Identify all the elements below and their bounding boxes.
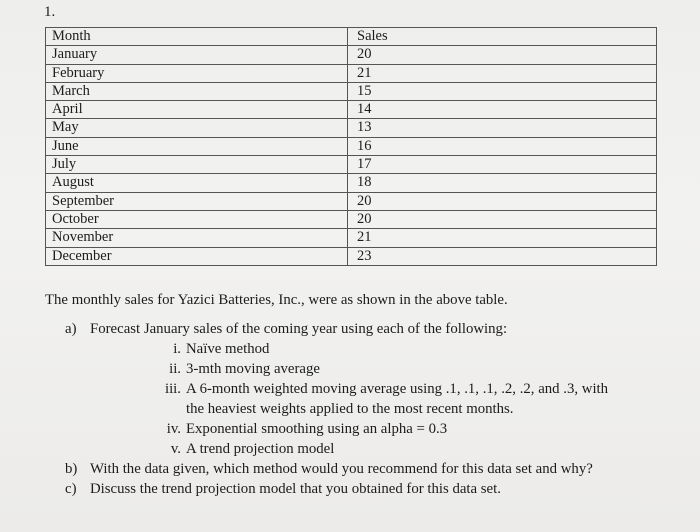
- part-a-item: [45, 379, 685, 399]
- table-row: [46, 137, 657, 155]
- month-cell: July: [46, 156, 348, 174]
- item-label: v.: [170, 441, 181, 457]
- table-row: [46, 101, 657, 119]
- table-row: [46, 174, 657, 192]
- header-month: Month: [46, 28, 348, 46]
- item-continuation: the heaviest weights applied to the most recent months.: [186, 401, 514, 417]
- sales-cell: 18: [348, 174, 657, 192]
- sales-cell: 23: [348, 247, 657, 265]
- part-b-text: With the data given, which method would you recommend for this data set and why?: [90, 461, 593, 477]
- sales-cell: 20: [348, 210, 657, 228]
- sales-cell: 13: [348, 119, 657, 137]
- month-cell: October: [46, 210, 348, 228]
- part-a-item: [45, 419, 685, 439]
- month-cell: February: [46, 64, 348, 82]
- table-row: [46, 46, 657, 64]
- sales-cell: 15: [348, 82, 657, 100]
- item-label: iii.: [164, 381, 181, 397]
- sales-cell: 14: [348, 101, 657, 119]
- part-a-item: [45, 339, 685, 359]
- item-label: i.: [173, 341, 181, 357]
- month-cell: September: [46, 192, 348, 210]
- month-cell: August: [46, 174, 348, 192]
- part-b-label: b): [65, 461, 78, 477]
- sales-cell: 21: [348, 229, 657, 247]
- part-c-label: c): [65, 481, 77, 497]
- item-label: iv.: [166, 421, 181, 437]
- table-row: [46, 119, 657, 137]
- part-a-label: a): [65, 321, 77, 337]
- table-header-row: [46, 28, 657, 46]
- month-cell: March: [46, 82, 348, 100]
- item-text: Naïve method: [186, 341, 270, 357]
- sales-cell: 17: [348, 156, 657, 174]
- part-b: [45, 459, 685, 479]
- question-number: 1.: [44, 4, 56, 20]
- part-a: [45, 319, 685, 339]
- sales-cell: 21: [348, 64, 657, 82]
- table-row: [46, 192, 657, 210]
- part-a-text: Forecast January sales of the coming year using each of the following:: [90, 321, 508, 337]
- table-row: [46, 64, 657, 82]
- sales-table: [45, 27, 657, 266]
- problem-intro: The monthly sales for Yazici Batteries, Inc., were as shown in the above table.: [45, 292, 508, 308]
- table-row: [46, 156, 657, 174]
- month-cell: January: [46, 46, 348, 64]
- item-label: ii.: [169, 361, 181, 377]
- header-sales: Sales: [348, 28, 657, 46]
- month-cell: May: [46, 119, 348, 137]
- sales-cell: 16: [348, 137, 657, 155]
- table-row: [46, 247, 657, 265]
- table-row: [46, 82, 657, 100]
- part-a-item: [45, 359, 685, 379]
- table-row: [46, 229, 657, 247]
- table-row: [46, 210, 657, 228]
- problem-text: [45, 292, 685, 499]
- part-c: [45, 479, 685, 499]
- month-cell: April: [46, 101, 348, 119]
- sales-cell: 20: [348, 192, 657, 210]
- month-cell: June: [46, 137, 348, 155]
- sales-cell: 20: [348, 46, 657, 64]
- month-cell: November: [46, 229, 348, 247]
- item-text: A trend projection model: [186, 441, 335, 457]
- item-text: Exponential smoothing using an alpha = 0.3: [186, 421, 448, 437]
- month-cell: December: [46, 247, 348, 265]
- part-a-item: [45, 439, 685, 459]
- part-c-text: Discuss the trend projection model that you obtained for this data set.: [90, 481, 501, 497]
- item-text: 3-mth moving average: [186, 361, 320, 377]
- item-text: A 6-month weighted moving average using .1, .1, .1, .2, .2, and .3, with: [186, 381, 609, 397]
